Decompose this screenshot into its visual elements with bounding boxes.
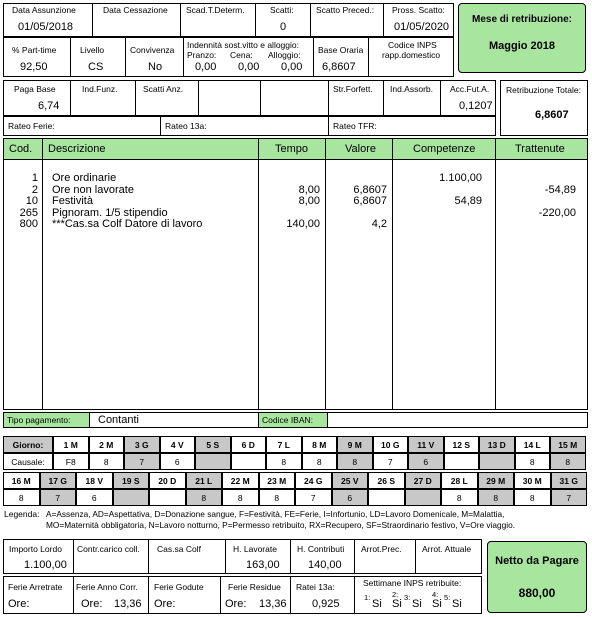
col-cod-header: Cod. xyxy=(9,143,33,155)
row-descrizione: Ore ordinarie xyxy=(52,172,117,184)
row-descrizione: ***Cas.sa Colf Datore di lavoro xyxy=(52,218,203,230)
rateo-13-label: Rateo 13a: xyxy=(165,121,207,131)
calendar-causale: F8 xyxy=(53,453,89,470)
calendar-day: 4 V xyxy=(160,436,196,453)
calendar-causale: 7 xyxy=(551,489,588,506)
row-cod: 2 xyxy=(31,183,38,196)
rateo-ferie-label: Rateo Ferie: xyxy=(8,121,55,131)
causale-label: Causale: xyxy=(3,453,53,470)
settimana-val: Si xyxy=(372,598,382,610)
scad-label: Scad.T.Determ. xyxy=(186,5,245,15)
row-descrizione: Pignoram. 1/5 stipendio xyxy=(52,206,168,219)
col-descrizione-header: Descrizione xyxy=(48,143,106,155)
calendar-day: 11 V xyxy=(408,436,444,453)
col-valore-header: Valore xyxy=(345,143,376,155)
settimana-val: Si xyxy=(452,598,462,610)
h-contributi-value: 140,00 xyxy=(308,559,342,571)
calendar-day: 19 S xyxy=(113,472,150,489)
calendar-causale: 7 xyxy=(373,453,409,470)
parttime-label: % Part-time xyxy=(12,45,57,55)
indennita-label: Indennità sost.vitto e alloggio: xyxy=(187,40,299,50)
calendar-day: 23 M xyxy=(259,472,296,489)
ratei-13-label: Ratei 13a: xyxy=(296,582,335,592)
row-trattenute: -54,89 xyxy=(544,183,576,196)
ferie-anno-value: 13,36 xyxy=(114,598,142,610)
calendar-day: 5 S xyxy=(195,436,231,453)
contr-carico-label: Contr.carico coll. xyxy=(77,544,140,554)
calendar-causale: 8 xyxy=(266,453,302,470)
legenda-line1: A=Assenza, AD=Aspettativa, D=Donazione sangue, F=Festività, FE=Ferie, I=Infortunio, LD=Lavoro Domenicale, M=Malattia, xyxy=(46,509,505,519)
livello-value: CS xyxy=(88,61,104,73)
calendar-day: 26 S xyxy=(368,472,405,489)
row-tempo: 140,00 xyxy=(286,218,320,230)
calendar-causale: 8 xyxy=(515,453,551,470)
settimana-val: Si xyxy=(412,598,422,610)
giorno-label: Giorno: xyxy=(3,436,53,453)
ferie-residue-value: 13,36 xyxy=(259,598,287,610)
calendar-causale xyxy=(368,489,405,506)
settimana-val: Si xyxy=(392,598,402,610)
acc-fut-value: 0,1207 xyxy=(459,100,493,112)
arrot-prec-label: Arrot.Prec. xyxy=(361,544,402,554)
scatti-value: 0 xyxy=(280,21,287,33)
ind-assorb-label: Ind.Assorb. xyxy=(390,84,433,94)
calendar-day: 3 G xyxy=(124,436,160,453)
settimana-num: 3: xyxy=(404,593,411,602)
convivenza-value: No xyxy=(148,61,163,73)
settimana-num: 4: xyxy=(432,590,439,599)
convivenza-label: Convivenza xyxy=(130,45,175,55)
calendar-day: 25 V xyxy=(332,472,369,489)
data-assunzione-label: Data Assunzione xyxy=(12,5,76,15)
calendar-day: 18 V xyxy=(76,472,113,489)
scatti-anz-label: Scatti Anz. xyxy=(143,84,184,94)
calendar-causale xyxy=(405,489,442,506)
calendar-causale xyxy=(479,453,515,470)
base-oraria-value: 6,8607 xyxy=(322,61,356,73)
row-valore: 6,8607 xyxy=(353,183,387,196)
settimana-num: 5: xyxy=(444,593,451,602)
pross-scatto-value: 01/05/2020 xyxy=(394,21,450,33)
livello-label: Livello xyxy=(80,45,105,55)
calendar-causale: 6 xyxy=(332,489,369,506)
calendar-causale xyxy=(231,453,267,470)
calendar-causale: 8 xyxy=(186,489,223,506)
importo-lordo-label: Importo Lordo xyxy=(9,544,62,554)
h-lavorate-label: H. Lavorate xyxy=(233,544,277,554)
calendar-day: 16 M xyxy=(3,472,40,489)
row-descrizione: Festività xyxy=(52,195,93,207)
calendar-day: 30 M xyxy=(514,472,551,489)
scatto-preced-label: Scatto Preced.: xyxy=(316,5,375,15)
row-cod: 265 xyxy=(19,206,38,219)
col-trattenute-header: Trattenute xyxy=(515,143,565,155)
arrot-attuale-label: Arrot. Attuale xyxy=(422,544,472,554)
paga-base-value: 6,74 xyxy=(38,100,60,112)
calendar-day: 21 L xyxy=(186,472,223,489)
calendar-causale xyxy=(195,453,231,470)
mese-value: Maggio 2018 xyxy=(488,40,556,52)
row-trattenute: -220,00 xyxy=(538,206,576,219)
ferie-anno-ore: Ore: xyxy=(81,598,103,610)
mese-retribuzione-box xyxy=(458,3,586,73)
calendar-day: 29 M xyxy=(478,472,515,489)
cassa-colf-label: Cas.sa Colf xyxy=(157,544,201,554)
calendar-causale: 6 xyxy=(408,453,444,470)
netto-box xyxy=(487,541,587,613)
settimana-val: Si xyxy=(432,598,442,610)
calendar-causale: 8 xyxy=(302,453,338,470)
calendar-day: 9 M xyxy=(337,436,373,453)
calendar-causale xyxy=(444,453,480,470)
calendar-causale: 7 xyxy=(40,489,77,506)
col-tempo-header: Tempo xyxy=(275,143,309,155)
codice-inps-sub: rapp.domestico xyxy=(382,50,441,60)
calendar-day: 2 M xyxy=(89,436,125,453)
row-competenze: 1.100,00 xyxy=(439,172,482,184)
str-forfett-label: Str.Forfett. xyxy=(333,84,373,94)
calendar-day: 14 L xyxy=(515,436,551,453)
netto-label: Netto da Pagare xyxy=(495,555,579,567)
ratei-row xyxy=(3,116,496,136)
ferie-residue-label: Ferie Residue xyxy=(228,582,281,592)
calendar-day: 8 M xyxy=(302,436,338,453)
ferie-godute-ore: Ore: xyxy=(154,598,176,610)
calendar-day: 20 D xyxy=(149,472,186,489)
row-tempo: 8,00 xyxy=(298,183,320,196)
calendar-day: 1 M xyxy=(53,436,89,453)
calendar-causale xyxy=(113,489,150,506)
pranzo-value: 0,00 xyxy=(195,61,217,73)
calendar-day: 10 G xyxy=(373,436,409,453)
row-valore: 4,2 xyxy=(371,218,387,230)
tipo-pagamento-value: Contanti xyxy=(98,414,139,426)
settimane-inps-label: Settimane INPS retribuite: xyxy=(363,578,462,588)
row-cod: 800 xyxy=(19,218,38,230)
calendar-causale: 8 xyxy=(441,489,478,506)
ferie-anno-label: Ferie Anno Corr. xyxy=(76,582,138,592)
calendar-causale: 8 xyxy=(514,489,551,506)
ferie-arretrate-label: Ferie Arretrate xyxy=(8,582,63,592)
calendar-causale: 8 xyxy=(259,489,296,506)
calendar-day: 24 G xyxy=(295,472,332,489)
paga-base-label: Paga Base xyxy=(14,84,56,94)
calendar-causale: 8 xyxy=(478,489,515,506)
row-cod: 10 xyxy=(25,195,38,207)
calendar-causale: 8 xyxy=(550,453,586,470)
calendar-day: 27 D xyxy=(405,472,442,489)
calendar-day: 12 S xyxy=(444,436,480,453)
data-assunzione-value: 01/05/2018 xyxy=(18,21,74,33)
legenda-label: Legenda: xyxy=(4,509,40,519)
h-lavorate-value: 163,00 xyxy=(246,559,280,571)
alloggio-value: 0,00 xyxy=(281,61,303,73)
ind-funz-label: Ind.Funz. xyxy=(82,84,118,94)
iban-label: Codice IBAN: xyxy=(262,415,314,425)
row-descrizione: Ore non lavorate xyxy=(52,183,134,196)
calendar-day: 13 D xyxy=(479,436,515,453)
calendar-day: 31 G xyxy=(551,472,588,489)
pross-scatto-label: Pross. Scatto: xyxy=(392,5,445,15)
ferie-godute-label: Ferie Godute xyxy=(154,582,204,592)
row-competenze: 54,89 xyxy=(454,195,482,207)
ferie-arretrate-ore: Ore: xyxy=(8,598,30,610)
legenda-line2: MO=Maternità obbligatoria, N=Lavoro notturno, P=Permesso retribuito, RX=Recupero, SF=Straordinario festivo, V=Ore viaggio. xyxy=(46,520,516,530)
col-competenze-header: Competenze xyxy=(413,143,476,155)
calendar-day: 22 M xyxy=(222,472,259,489)
calendar-causale: 7 xyxy=(295,489,332,506)
ratei-13-value: 0,925 xyxy=(312,598,340,610)
row-cod: 1 xyxy=(31,172,38,184)
row-tempo: 8,00 xyxy=(298,195,320,207)
h-contributi-label: H. Contributi xyxy=(297,544,345,554)
ferie-residue-ore: Ore: xyxy=(225,598,247,610)
calendar-causale xyxy=(149,489,186,506)
calendar-day: 17 G xyxy=(40,472,77,489)
netto-value: 880,00 xyxy=(518,586,556,600)
cena-label: Cena: xyxy=(230,50,253,60)
mese-label: Mese di retribuzione: xyxy=(471,14,572,25)
calendar-causale: 6 xyxy=(160,453,196,470)
rateo-tfr-label: Rateo TFR: xyxy=(333,121,377,131)
tipo-pagamento-label: Tipo pagamento: xyxy=(7,415,71,425)
settimana-num: 2: xyxy=(392,590,399,599)
calendar-causale: 8 xyxy=(337,453,373,470)
parttime-value: 92,50 xyxy=(20,61,48,73)
calendar-causale: 8 xyxy=(89,453,125,470)
calendar-causale: 6 xyxy=(76,489,113,506)
base-oraria-label: Base Oraria xyxy=(318,45,364,55)
calendar-day: 7 L xyxy=(266,436,302,453)
data-cessazione-label: Data Cessazione xyxy=(103,5,168,15)
cena-value: 0,00 xyxy=(238,61,260,73)
retr-tot-label: Retribuzione Totale: xyxy=(506,85,581,95)
retr-tot-value: 6,8607 xyxy=(535,109,569,121)
calendar-day: 6 D xyxy=(231,436,267,453)
acc-fut-label: Acc.Fut.A. xyxy=(450,84,490,94)
codice-inps-label: Codice INPS xyxy=(388,40,437,50)
calendar-causale: 8 xyxy=(222,489,259,506)
calendar-day: 15 M xyxy=(550,436,586,453)
calendar-causale: 8 xyxy=(3,489,40,506)
importo-lordo-value: 1.100,00 xyxy=(24,559,67,571)
calendar-day: 28 L xyxy=(441,472,478,489)
alloggio-label: Alloggio: xyxy=(268,50,301,60)
settimana-num: 1: xyxy=(364,593,371,602)
scatti-label: Scatti: xyxy=(270,5,294,15)
calendar-causale: 7 xyxy=(124,453,160,470)
pranzo-label: Pranzo: xyxy=(187,50,217,60)
retr-tot-box xyxy=(500,80,588,136)
row-valore: 6,8607 xyxy=(353,195,387,207)
